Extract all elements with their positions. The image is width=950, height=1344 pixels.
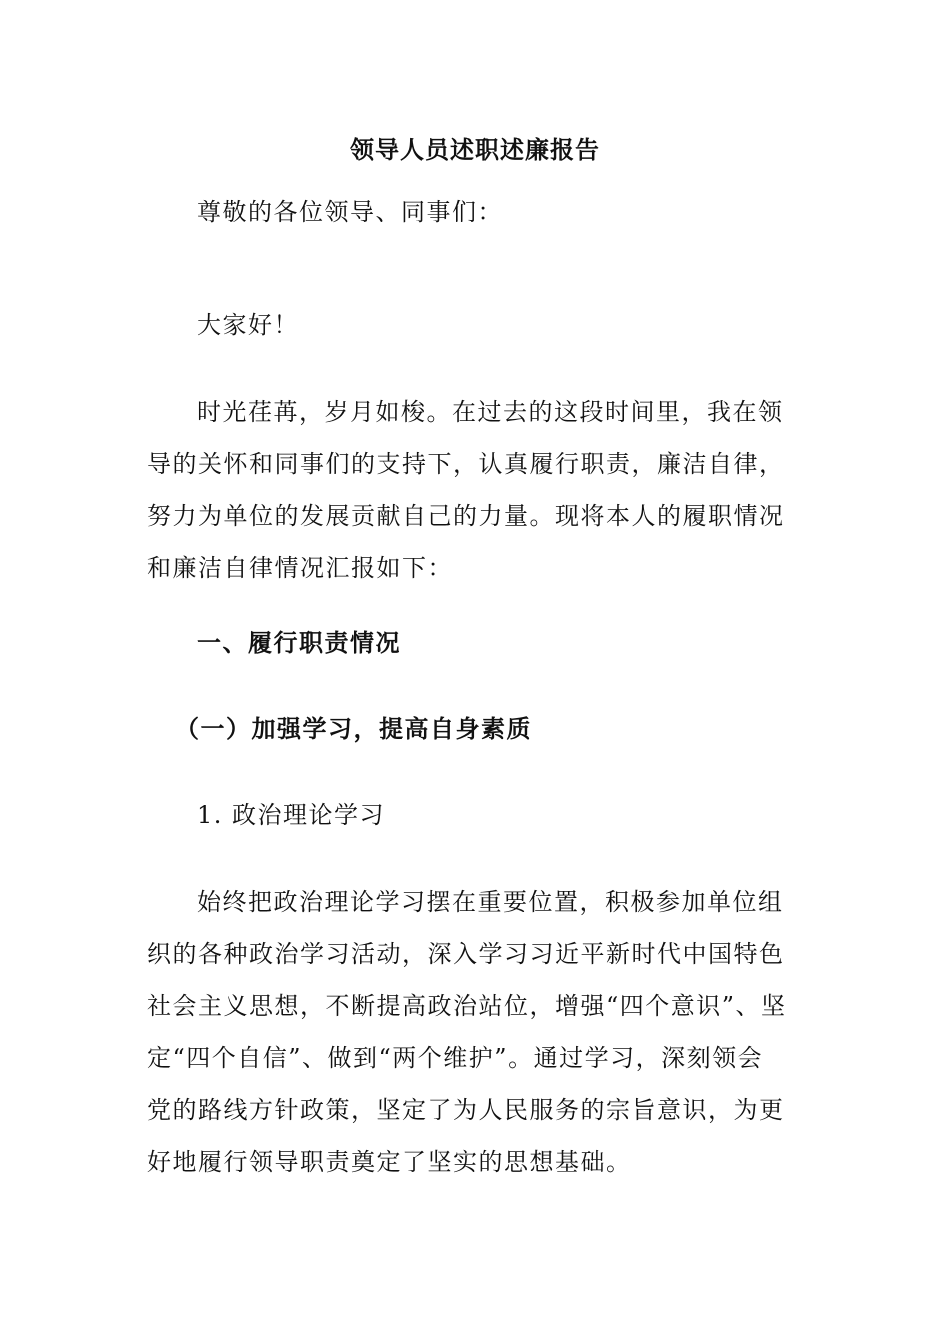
subsection-heading-1: （一）加强学习，提高自身素质 <box>175 714 532 743</box>
item-heading-1: 1. 政治理论学习 <box>197 801 386 829</box>
document-title: 领导人员述职述廉报告 <box>350 135 600 164</box>
greeting: 大家好！ <box>197 311 299 339</box>
item-body-1: 始终把政治理论学习摆在重要位置，积极参加单位组织的各种政治学习活动，深入学习习近平新时代中国特色社会主义思想，不断提高政治站位，增强“四个意识”、坚定“四个自信”、做到“两个维护”。通过学习，深刻领会党的路线方针政策，坚定了为人民服务的宗旨意识，为更好地履行领导职责奠定了坚实的思想基础。 <box>147 888 787 1176</box>
section-heading-1: 一、履行职责情况 <box>197 628 401 657</box>
intro-paragraph: 时光荏苒，岁月如梭。在过去的这段时间里，我在领导的关怀和同事们的支持下，认真履行职责，廉洁自律，努力为单位的发展贡献自己的力量。现将本人的履职情况和廉洁自律情况汇报如下： <box>147 398 785 582</box>
salutation: 尊敬的各位领导、同事们： <box>197 198 503 226</box>
